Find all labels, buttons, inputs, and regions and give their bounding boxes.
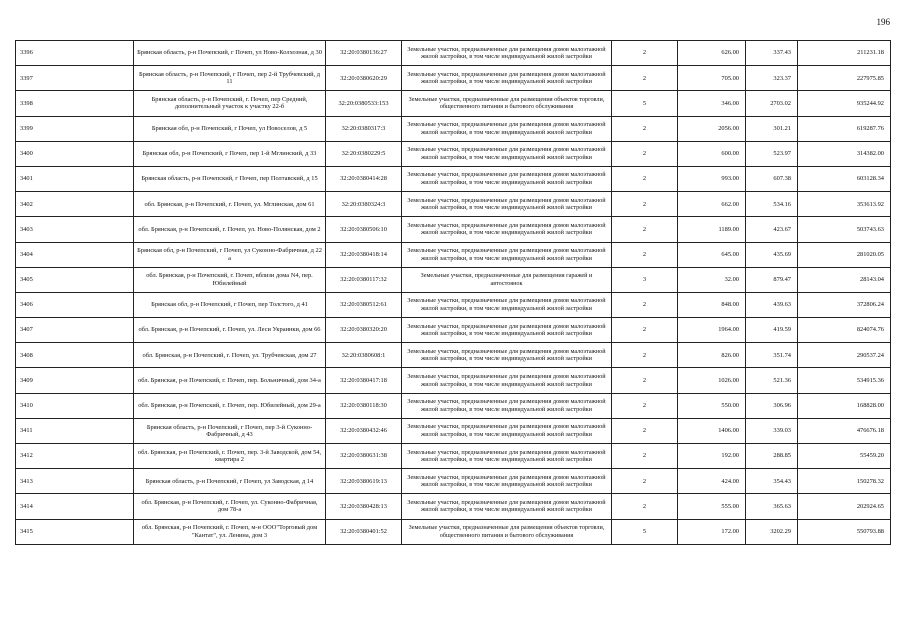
specific-value-cell: 306.96 bbox=[746, 393, 798, 418]
table-row bbox=[16, 418, 891, 443]
address-cell: Брянская обл, р-н Почепский, г Почеп, ул Суконно-Фабричная, д 22 а bbox=[134, 242, 326, 267]
cadastral-value-cell: 168828.00 bbox=[798, 393, 891, 418]
address-cell: обл. Брянская, р-н Почепский, г. Почеп, ул. Леси Украинки, дом 66 bbox=[134, 318, 326, 343]
row-number-cell: 3403 bbox=[16, 217, 134, 242]
land-use-cell: Земельные участки, предназначенные для размещения объектов торговли, общественного питания и бытового обслуживания bbox=[402, 91, 612, 116]
specific-value-cell: 301.21 bbox=[746, 116, 798, 141]
row-number-cell: 3404 bbox=[16, 242, 134, 267]
area-cell: 192.00 bbox=[678, 444, 746, 469]
specific-value-cell: 3202.29 bbox=[746, 519, 798, 544]
specific-value-cell: 339.03 bbox=[746, 418, 798, 443]
land-use-cell: Земельные участки, предназначенные для размещения гаражей и автостоянок bbox=[402, 267, 612, 292]
land-use-cell: Земельные участки, предназначенные для размещения домов малоэтажной жилой застройки, в том числе индивидуальной жилой застройки bbox=[402, 292, 612, 317]
cadastral-number-cell: 32:20:0380414:28 bbox=[326, 166, 402, 191]
land-use-cell: Земельные участки, предназначенные для размещения домов малоэтажной жилой застройки, в том числе индивидуальной жилой застройки bbox=[402, 444, 612, 469]
cadastral-value-cell: 603128.34 bbox=[798, 166, 891, 191]
table-row bbox=[16, 166, 891, 191]
cadastral-value-cell: 150278.32 bbox=[798, 469, 891, 494]
table-row bbox=[16, 66, 891, 91]
area-cell: 705.00 bbox=[678, 66, 746, 91]
cadastral-value-cell: 202924.65 bbox=[798, 494, 891, 519]
group-cell: 2 bbox=[612, 318, 678, 343]
table-row bbox=[16, 292, 891, 317]
land-use-cell: Земельные участки, предназначенные для размещения домов малоэтажной жилой застройки, в том числе индивидуальной жилой застройки bbox=[402, 393, 612, 418]
cadastral-number-cell: 32:20:0380533:153 bbox=[326, 91, 402, 116]
address-cell: обл. Брянская, р-н Почепский, г. Почеп, пер. Юбилейный, дом 29-а bbox=[134, 393, 326, 418]
row-number-cell: 3411 bbox=[16, 418, 134, 443]
specific-value-cell: 365.63 bbox=[746, 494, 798, 519]
land-use-cell: Земельные участки, предназначенные для размещения домов малоэтажной жилой застройки, в том числе индивидуальной жилой застройки bbox=[402, 469, 612, 494]
table-row bbox=[16, 494, 891, 519]
address-cell: обл. Брянская, р-н Почепский, г. Почеп, пер. 3-й Заводской, дом 54, квартира 2 bbox=[134, 444, 326, 469]
address-cell: Брянская обл, р-н Почепский, г Почеп, ул Новоселов, д 5 bbox=[134, 116, 326, 141]
table-row bbox=[16, 242, 891, 267]
land-use-cell: Земельные участки, предназначенные для размещения домов малоэтажной жилой застройки, в том числе индивидуальной жилой застройки bbox=[402, 418, 612, 443]
area-cell: 550.00 bbox=[678, 393, 746, 418]
row-number-cell: 3408 bbox=[16, 343, 134, 368]
land-use-cell: Земельные участки, предназначенные для размещения домов малоэтажной жилой застройки, в том числе индивидуальной жилой застройки bbox=[402, 66, 612, 91]
cadastral-value-cell: 619287.76 bbox=[798, 116, 891, 141]
area-cell: 555.00 bbox=[678, 494, 746, 519]
area-cell: 993.00 bbox=[678, 166, 746, 191]
address-cell: Брянская область, р-н Почепский, г Почеп, ул Заводская, д 14 bbox=[134, 469, 326, 494]
specific-value-cell: 419.59 bbox=[746, 318, 798, 343]
group-cell: 2 bbox=[612, 444, 678, 469]
specific-value-cell: 523.97 bbox=[746, 141, 798, 166]
row-number-cell: 3397 bbox=[16, 66, 134, 91]
land-use-cell: Земельные участки, предназначенные для размещения домов малоэтажной жилой застройки, в том числе индивидуальной жилой застройки bbox=[402, 166, 612, 191]
specific-value-cell: 607.38 bbox=[746, 166, 798, 191]
area-cell: 662.00 bbox=[678, 192, 746, 217]
address-cell: обл. Брянская, р-н Почепский, г. Почеп, м-н ООО"Торговый дом "Кантат", ул. Ленина, дом 3 bbox=[134, 519, 326, 544]
area-cell: 600.00 bbox=[678, 141, 746, 166]
row-number-cell: 3396 bbox=[16, 41, 134, 66]
specific-value-cell: 435.69 bbox=[746, 242, 798, 267]
cadastral-number-cell: 32:20:0380608:1 bbox=[326, 343, 402, 368]
land-use-cell: Земельные участки, предназначенные для размещения домов малоэтажной жилой застройки, в том числе индивидуальной жилой застройки bbox=[402, 192, 612, 217]
row-number-cell: 3402 bbox=[16, 192, 134, 217]
cadastral-value-cell: 372806.24 bbox=[798, 292, 891, 317]
cadastral-number-cell: 32:20:0380432:46 bbox=[326, 418, 402, 443]
table-row bbox=[16, 393, 891, 418]
group-cell: 2 bbox=[612, 292, 678, 317]
area-cell: 848.00 bbox=[678, 292, 746, 317]
cadastral-value-cell: 314382.00 bbox=[798, 141, 891, 166]
area-cell: 826.00 bbox=[678, 343, 746, 368]
address-cell: обл. Брянская, р-н Почепский, г. Почеп, пер. Больничный, дом 34-а bbox=[134, 368, 326, 393]
group-cell: 3 bbox=[612, 267, 678, 292]
land-use-cell: Земельные участки, предназначенные для размещения домов малоэтажной жилой застройки, в том числе индивидуальной жилой застройки bbox=[402, 217, 612, 242]
area-cell: 2056.00 bbox=[678, 116, 746, 141]
table-row bbox=[16, 41, 891, 66]
address-cell: Брянская область, р-н Почепский, г. Почеп, пер Средний, дополнительный участок к участку 22-б bbox=[134, 91, 326, 116]
group-cell: 2 bbox=[612, 41, 678, 66]
row-number-cell: 3412 bbox=[16, 444, 134, 469]
land-use-cell: Земельные участки, предназначенные для размещения домов малоэтажной жилой застройки, в том числе индивидуальной жилой застройки bbox=[402, 318, 612, 343]
specific-value-cell: 439.63 bbox=[746, 292, 798, 317]
group-cell: 2 bbox=[612, 116, 678, 141]
area-cell: 346.00 bbox=[678, 91, 746, 116]
cadastral-number-cell: 32:20:0380619:13 bbox=[326, 469, 402, 494]
cadastral-value-cell: 55459.20 bbox=[798, 444, 891, 469]
row-number-cell: 3413 bbox=[16, 469, 134, 494]
cadastral-value-cell: 503743.63 bbox=[798, 217, 891, 242]
address-cell: Брянская область, р-н Почепский, г Почеп, пер 2-й Трубчевский, д 11 bbox=[134, 66, 326, 91]
cadastral-value-cell: 935244.92 bbox=[798, 91, 891, 116]
row-number-cell: 3407 bbox=[16, 318, 134, 343]
address-cell: Брянская обл, р-н Почепский, г Почеп, пер 1-й Мглинский, д 33 bbox=[134, 141, 326, 166]
specific-value-cell: 521.36 bbox=[746, 368, 798, 393]
group-cell: 2 bbox=[612, 192, 678, 217]
area-cell: 424.00 bbox=[678, 469, 746, 494]
cadastral-value-cell: 227975.85 bbox=[798, 66, 891, 91]
group-cell: 2 bbox=[612, 393, 678, 418]
specific-value-cell: 534.16 bbox=[746, 192, 798, 217]
address-cell: обл. Брянская, р-н Почепский, г. Почеп, ул. Мглинская, дом 61 bbox=[134, 192, 326, 217]
cadastral-value-cell: 211231.18 bbox=[798, 41, 891, 66]
land-use-cell: Земельные участки, предназначенные для размещения домов малоэтажной жилой застройки, в том числе индивидуальной жилой застройки bbox=[402, 116, 612, 141]
table-row bbox=[16, 469, 891, 494]
table-row bbox=[16, 368, 891, 393]
group-cell: 2 bbox=[612, 141, 678, 166]
area-cell: 1026.00 bbox=[678, 368, 746, 393]
cadastral-number-cell: 32:20:0380401:52 bbox=[326, 519, 402, 544]
address-cell: Брянская обл, р-н Почепский, г Почеп, пер Толстого, д 41 bbox=[134, 292, 326, 317]
cadastral-number-cell: 32:20:0380118:30 bbox=[326, 393, 402, 418]
group-cell: 5 bbox=[612, 519, 678, 544]
row-number-cell: 3405 bbox=[16, 267, 134, 292]
specific-value-cell: 423.67 bbox=[746, 217, 798, 242]
specific-value-cell: 354.43 bbox=[746, 469, 798, 494]
specific-value-cell: 879.47 bbox=[746, 267, 798, 292]
specific-value-cell: 288.85 bbox=[746, 444, 798, 469]
area-cell: 172.00 bbox=[678, 519, 746, 544]
address-cell: обл. Брянская, р-н Почепский, г. Почеп, ул. Ново-Полянская, дом 2 bbox=[134, 217, 326, 242]
cadastral-value-cell: 281020.05 bbox=[798, 242, 891, 267]
area-cell: 1964.00 bbox=[678, 318, 746, 343]
cadastral-number-cell: 32:20:0380136:27 bbox=[326, 41, 402, 66]
area-cell: 32.00 bbox=[678, 267, 746, 292]
address-cell: Брянская область, р-н Почепский, г Почеп, пер Полтавский, д 15 bbox=[134, 166, 326, 191]
cadastral-value-cell: 824074.76 bbox=[798, 318, 891, 343]
table-row bbox=[16, 141, 891, 166]
area-cell: 645.00 bbox=[678, 242, 746, 267]
row-number-cell: 3415 bbox=[16, 519, 134, 544]
row-number-cell: 3409 bbox=[16, 368, 134, 393]
table-row bbox=[16, 519, 891, 544]
row-number-cell: 3399 bbox=[16, 116, 134, 141]
cadastral-number-cell: 32:20:0380506:10 bbox=[326, 217, 402, 242]
land-use-cell: Земельные участки, предназначенные для размещения объектов торговли, общественного питания и бытового обслуживания bbox=[402, 519, 612, 544]
cadastral-value-cell: 476676.18 bbox=[798, 418, 891, 443]
specific-value-cell: 323.37 bbox=[746, 66, 798, 91]
address-cell: обл. Брянская, р-н Почепский, г. Почеп, ул. Трубчевская, дом 27 bbox=[134, 343, 326, 368]
table-row bbox=[16, 267, 891, 292]
group-cell: 2 bbox=[612, 494, 678, 519]
table-row bbox=[16, 444, 891, 469]
group-cell: 5 bbox=[612, 91, 678, 116]
land-use-cell: Земельные участки, предназначенные для размещения домов малоэтажной жилой застройки, в том числе индивидуальной жилой застройки bbox=[402, 368, 612, 393]
cadastral-number-cell: 32:20:0380512:61 bbox=[326, 292, 402, 317]
table-row bbox=[16, 343, 891, 368]
group-cell: 2 bbox=[612, 217, 678, 242]
area-cell: 1406.00 bbox=[678, 418, 746, 443]
cadastral-number-cell: 32:20:0380631:38 bbox=[326, 444, 402, 469]
land-use-cell: Земельные участки, предназначенные для размещения домов малоэтажной жилой застройки, в том числе индивидуальной жилой застройки bbox=[402, 343, 612, 368]
cadastral-number-cell: 32:20:0380229:5 bbox=[326, 141, 402, 166]
group-cell: 2 bbox=[612, 418, 678, 443]
table-row bbox=[16, 192, 891, 217]
table-row bbox=[16, 116, 891, 141]
row-number-cell: 3400 bbox=[16, 141, 134, 166]
specific-value-cell: 351.74 bbox=[746, 343, 798, 368]
cadastral-value-cell: 353613.92 bbox=[798, 192, 891, 217]
land-use-cell: Земельные участки, предназначенные для размещения домов малоэтажной жилой застройки, в том числе индивидуальной жилой застройки bbox=[402, 494, 612, 519]
row-number-cell: 3410 bbox=[16, 393, 134, 418]
row-number-cell: 3414 bbox=[16, 494, 134, 519]
cadastral-number-cell: 32:20:0380117:32 bbox=[326, 267, 402, 292]
specific-value-cell: 337.43 bbox=[746, 41, 798, 66]
cadastral-value-cell: 534915.36 bbox=[798, 368, 891, 393]
cadastral-number-cell: 32:20:0380620:29 bbox=[326, 66, 402, 91]
cadastral-value-table bbox=[15, 40, 891, 545]
cadastral-number-cell: 32:20:0380324:3 bbox=[326, 192, 402, 217]
land-use-cell: Земельные участки, предназначенные для размещения домов малоэтажной жилой застройки, в том числе индивидуальной жилой застройки bbox=[402, 41, 612, 66]
table-row bbox=[16, 217, 891, 242]
group-cell: 2 bbox=[612, 166, 678, 191]
group-cell: 2 bbox=[612, 242, 678, 267]
row-number-cell: 3406 bbox=[16, 292, 134, 317]
cadastral-value-cell: 290537.24 bbox=[798, 343, 891, 368]
cadastral-number-cell: 32:20:0380320:20 bbox=[326, 318, 402, 343]
table-row bbox=[16, 91, 891, 116]
area-cell: 626.00 bbox=[678, 41, 746, 66]
group-cell: 2 bbox=[612, 66, 678, 91]
address-cell: Брянская область, р-н Почепский, г Почеп, ул Ново-Колхозная, д 30 bbox=[134, 41, 326, 66]
cadastral-value-cell: 550793.88 bbox=[798, 519, 891, 544]
cadastral-number-cell: 32:20:0380428:13 bbox=[326, 494, 402, 519]
row-number-cell: 3398 bbox=[16, 91, 134, 116]
table-body bbox=[16, 41, 891, 545]
group-cell: 2 bbox=[612, 343, 678, 368]
table-row bbox=[16, 318, 891, 343]
cadastral-number-cell: 32:20:0380417:18 bbox=[326, 368, 402, 393]
area-cell: 1189.00 bbox=[678, 217, 746, 242]
land-use-cell: Земельные участки, предназначенные для размещения домов малоэтажной жилой застройки, в том числе индивидуальной жилой застройки bbox=[402, 242, 612, 267]
cadastral-value-cell: 28143.04 bbox=[798, 267, 891, 292]
land-use-cell: Земельные участки, предназначенные для размещения домов малоэтажной жилой застройки, в том числе индивидуальной жилой застройки bbox=[402, 141, 612, 166]
row-number-cell: 3401 bbox=[16, 166, 134, 191]
group-cell: 2 bbox=[612, 469, 678, 494]
address-cell: обл. Брянская, р-н Почепский, г. Почеп, вблизи дома N4, пер. Юбилейный bbox=[134, 267, 326, 292]
page-number: 196 bbox=[876, 17, 890, 27]
group-cell: 2 bbox=[612, 368, 678, 393]
address-cell: обл. Брянская, р-н Почепский, г. Почеп, ул. Суконно-Фабричная, дом 78-а bbox=[134, 494, 326, 519]
specific-value-cell: 2703.02 bbox=[746, 91, 798, 116]
cadastral-number-cell: 32:20:0380418:14 bbox=[326, 242, 402, 267]
address-cell: Брянская область, р-н Почепский, г Почеп, пер 3-й Суконно-Фабричный, д 43 bbox=[134, 418, 326, 443]
cadastral-number-cell: 32:20:0380317:3 bbox=[326, 116, 402, 141]
